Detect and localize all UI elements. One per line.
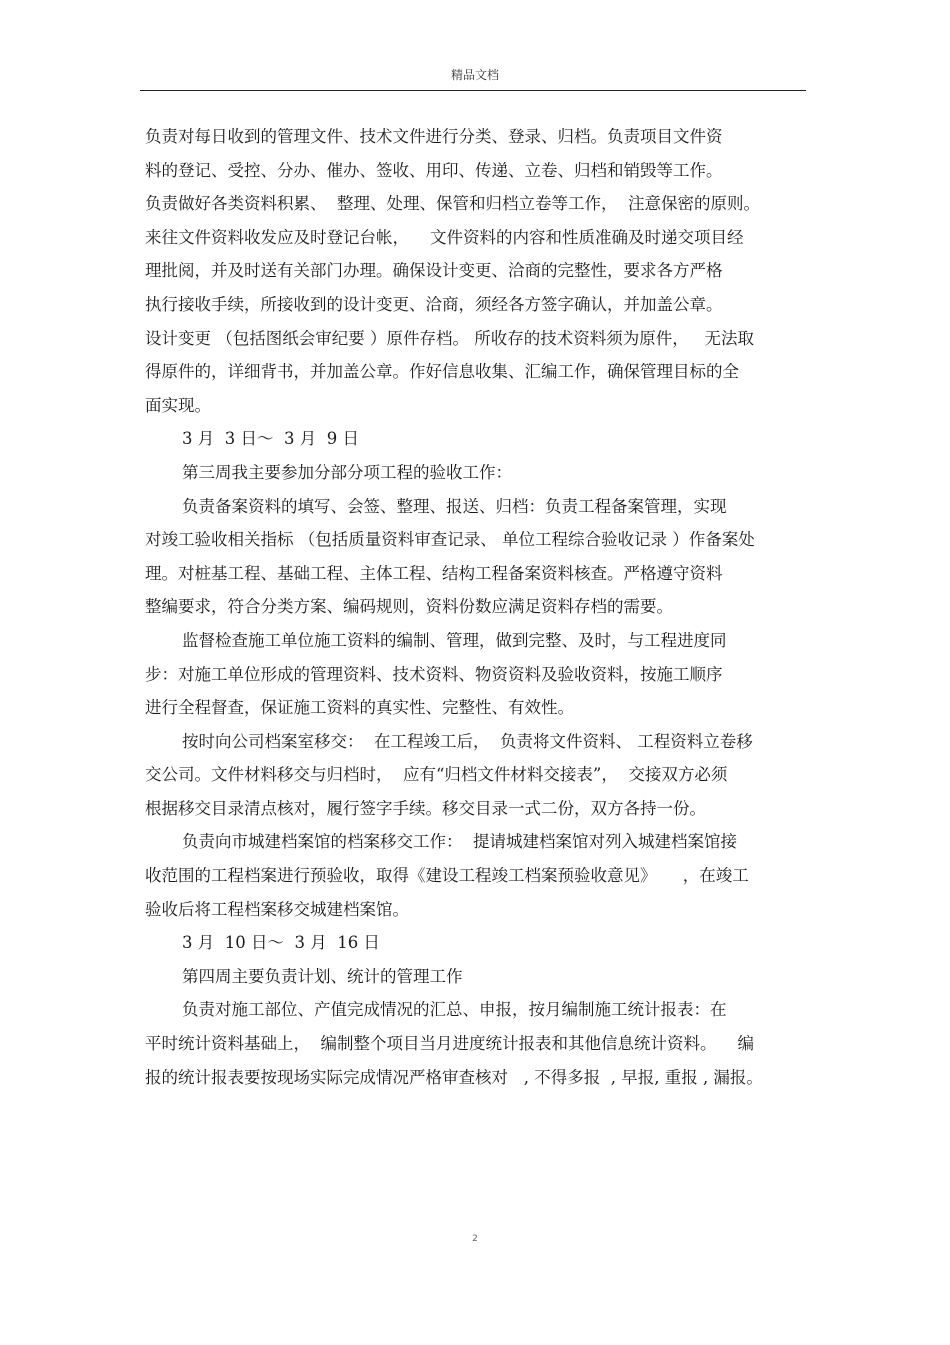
- text-line: 理批阅，并及时送有关部门办理。确保设计变更、洽商的完整性，要求各方严格: [145, 261, 723, 281]
- text-line: 设计变更 （包括图纸会审纪要 ）原件存档。 所收存的技术资料须为原件， 无法取: [145, 328, 754, 348]
- text-line: 验收后将工程档案移交城建档案馆。: [145, 899, 409, 919]
- text-line: 负责对施工部位、产值完成情况的汇总、申报，按月编制施工统计报表：在: [182, 1000, 727, 1020]
- text-line: 理。对桩基工程、基础工程、主体工程、结构工程备案资料核查。严格遵守资料: [145, 563, 723, 583]
- document-body: [145, 120, 815, 1094]
- text-line: 3 月 3 日～ 3 月 9 日: [182, 429, 359, 449]
- text-line: 按时向公司档案室移交： 在工程竣工后， 负责将文件资料、 工程资料立卷移: [182, 731, 753, 751]
- text-line: 来往文件资料收发应及时登记台帐， 文件资料的内容和性质准确及时递交项目经: [145, 227, 744, 247]
- text-line: 根据移交目录清点核对，履行签字手续。移交目录一式二份，双方各持一份。: [145, 798, 706, 818]
- text-line: 负责备案资料的填写、会签、整理、报送、归档：负责工程备案管理，实现: [182, 496, 727, 516]
- text-line: 第四周主要负责计划、统计的管理工作: [182, 966, 463, 986]
- text-line: 负责对每日收到的管理文件、技术文件进行分类、登录、归档。负责项目文件资: [145, 127, 723, 146]
- page-number: 2: [472, 1234, 478, 1244]
- text-line: 步：对施工单位形成的管理资料、技术资料、物资资料及验收资料，按施工顺序: [145, 664, 723, 684]
- text-line: 平时统计资料基础上， 编制整个项目当月进度统计报表和其他信息统计资料。 编: [145, 1034, 754, 1054]
- text-line: 监督检查施工单位施工资料的编制、管理，做到完整、及时，与工程进度同: [182, 630, 727, 650]
- text-line: 报的统计报表要按现场实际完成情况严格审查核对 , 不得多报 , 早报, 重报 , 漏报。: [145, 1067, 763, 1087]
- page-header: 精品文档: [450, 68, 499, 82]
- text-line: 料的登记、受控、分办、催办、签收、用印、传递、立卷、归档和销毁等工作。: [145, 160, 723, 180]
- text-line: 执行接收手续，所接收到的设计变更、洽商，须经各方签字确认，并加盖公章。: [145, 294, 723, 314]
- text-line: 交公司。文件材料移交与归档时， 应有“归档文件材料交接表”， 交接双方必须: [145, 765, 728, 785]
- text-line: 得原件的，详细背书，并加盖公章。作好信息收集、汇编工作，确保管理目标的全: [145, 362, 739, 382]
- text-line: 第三周我主要参加分部分项工程的验收工作：: [182, 462, 512, 482]
- text-line: 收范围的工程档案进行预验收，取得《建设工程竣工档案预验收意见》 ，在竣工: [145, 866, 749, 886]
- text-line: 整编要求，符合分类方案、编码规则，资料份数应满足资料存档的需要。: [145, 597, 673, 617]
- text-line: 对竣工验收相关指标 （包括质量资料审查记录、 单位工程综合验收记录 ）作备案处: [145, 530, 755, 550]
- header-divider: [140, 90, 806, 91]
- text-line: 面实现。: [145, 395, 211, 415]
- text-line: 3 月 10 日～ 3 月 16 日: [182, 933, 380, 953]
- text-line: 负责向市城建档案馆的档案移交工作： 提请城建档案馆对列入城建档案馆接: [182, 832, 737, 852]
- text-line: 进行全程督查，保证施工资料的真实性、完整性、有效性。: [145, 698, 574, 718]
- text-line: 负责做好各类资料积累、 整理、处理、保管和归档立卷等工作， 注意保密的原则。: [145, 194, 760, 214]
